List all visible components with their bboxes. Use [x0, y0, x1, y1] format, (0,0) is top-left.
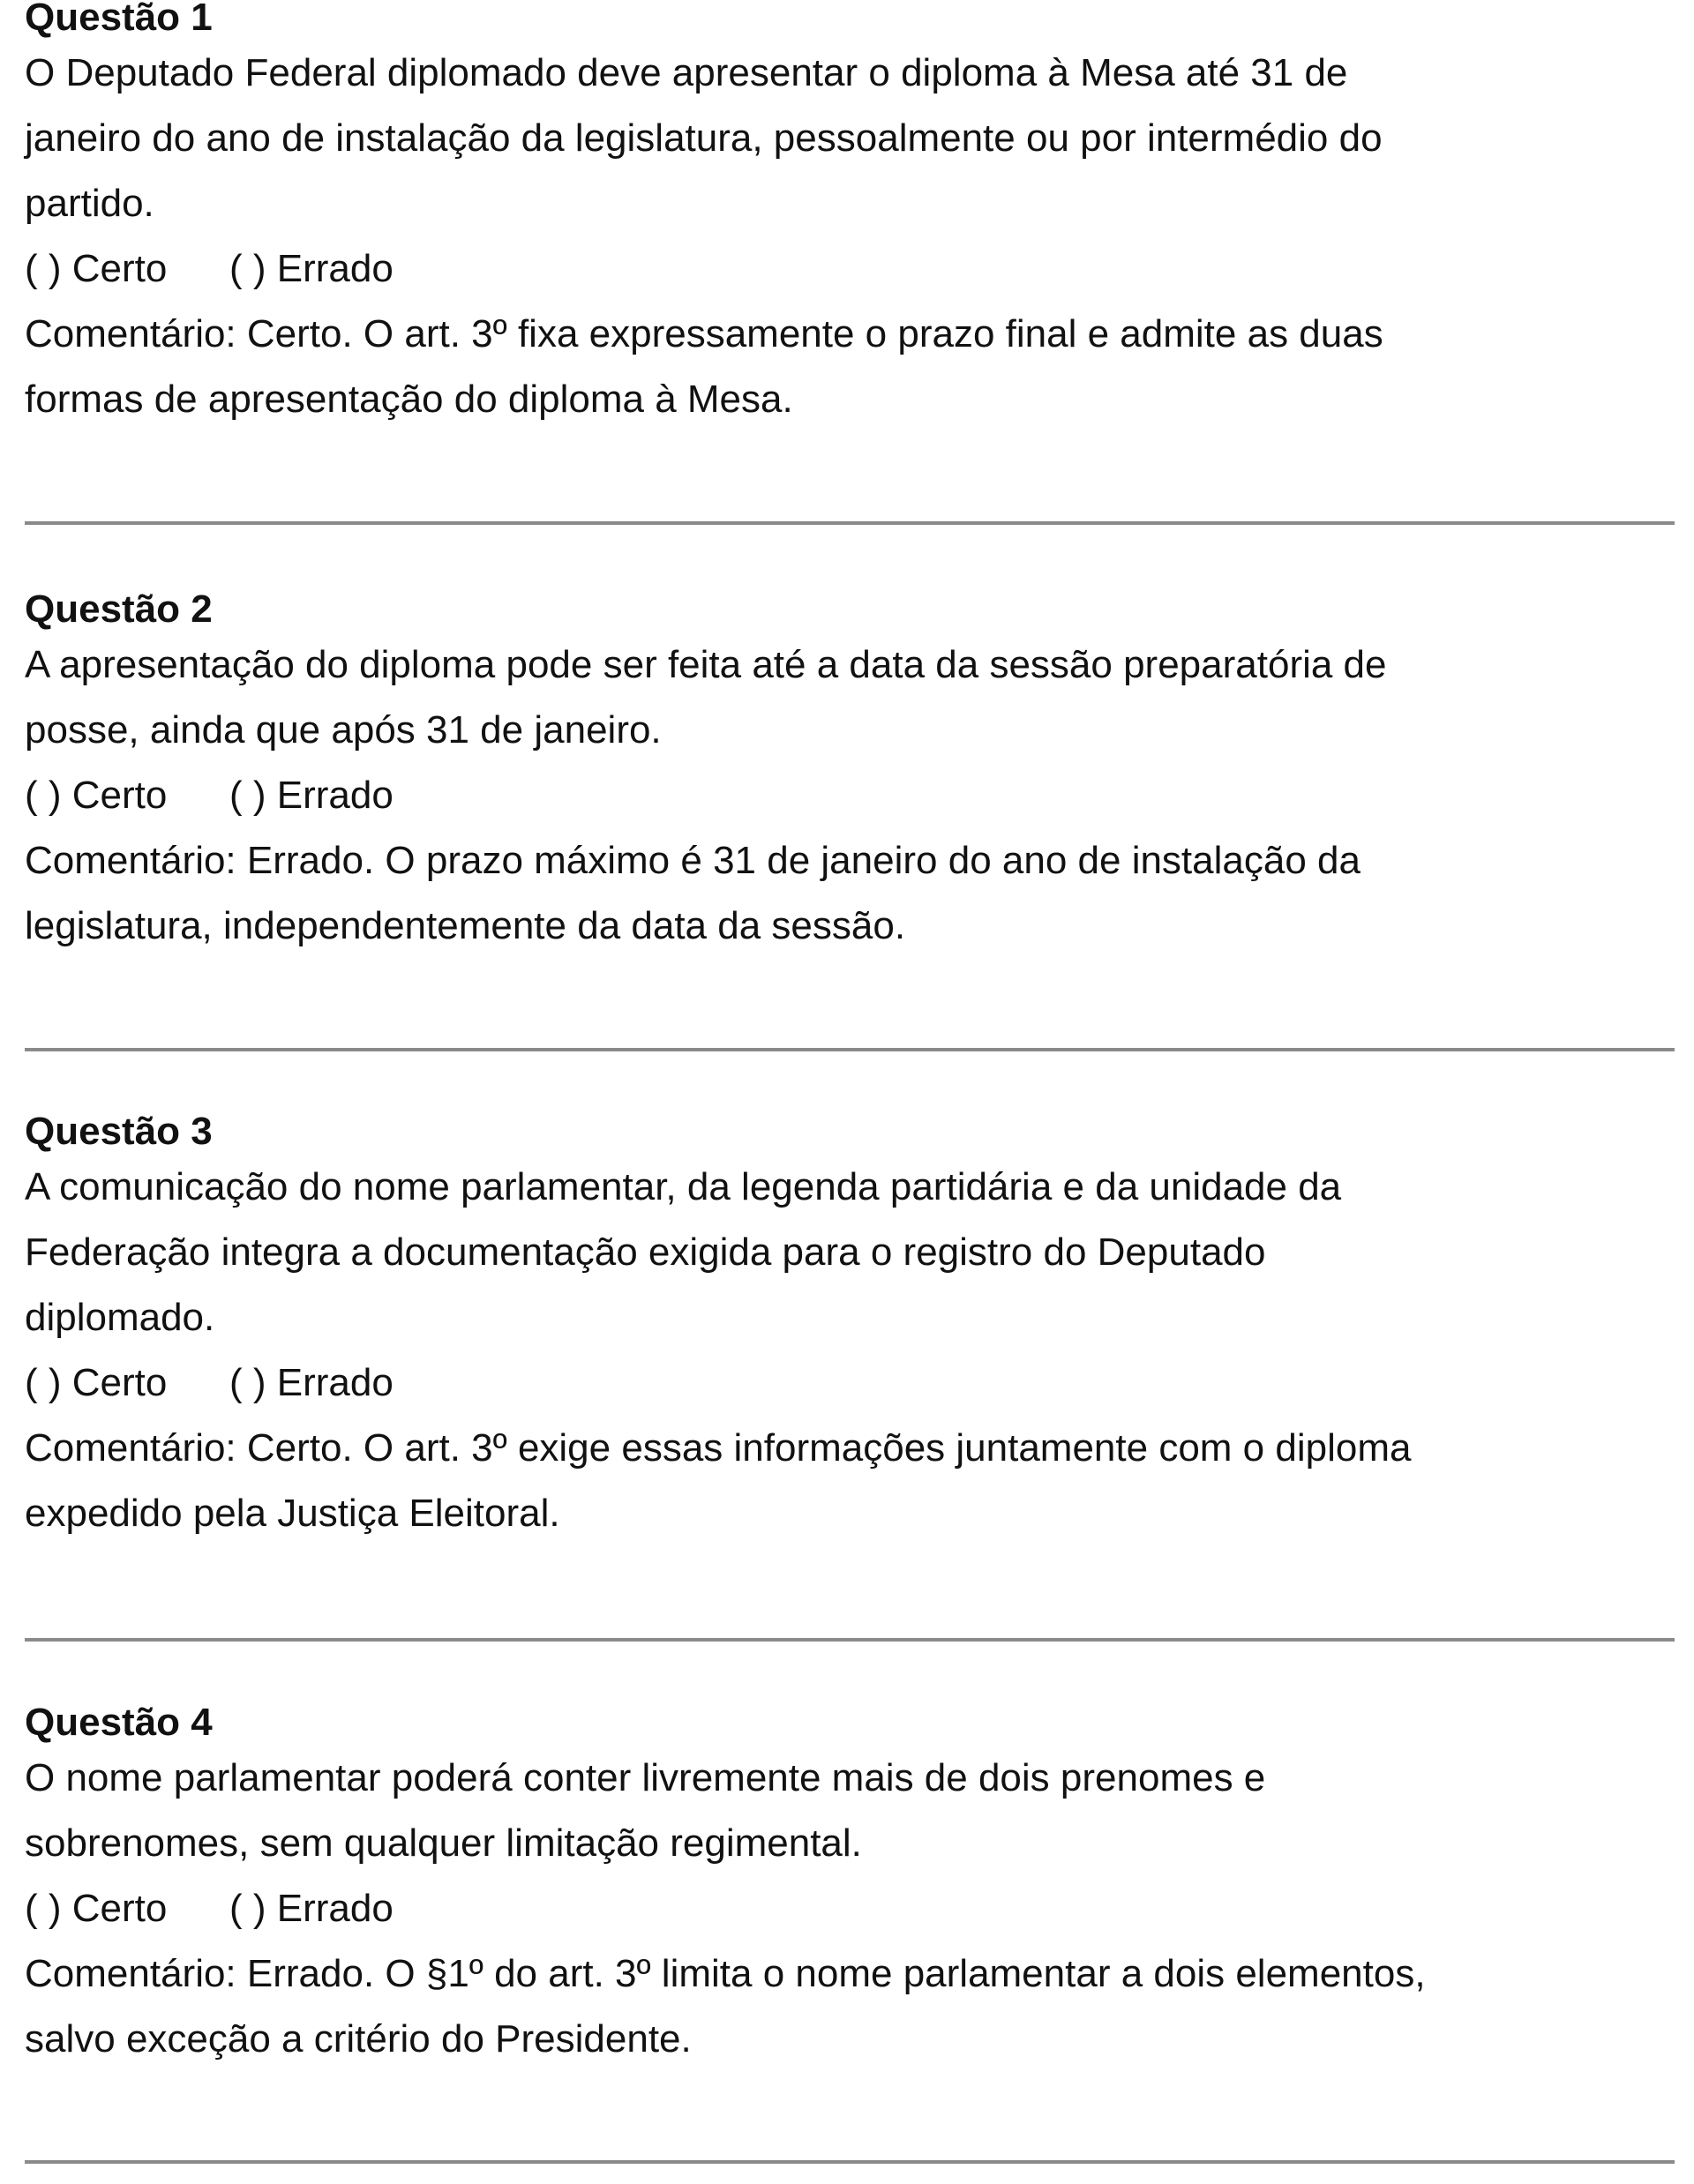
question-statement-line: O nome parlamentar poderá conter livremente mais de dois prenomes e — [25, 1756, 1266, 1799]
question-title: Questão 2 — [25, 587, 213, 631]
question-statement-line: sobrenomes, sem qualquer limitação regimental. — [25, 1821, 862, 1865]
question-title: Questão 4 — [25, 1701, 213, 1744]
comment-line: salvo exceção a critério do Presidente. — [25, 2017, 692, 2061]
section-divider — [25, 1048, 1675, 1051]
comment-line: Comentário: Certo. O art. 3º exige essas informações juntamente com o diploma — [25, 1426, 1412, 1470]
question-2 — [25, 587, 1675, 959]
comment-line: formas de apresentação do diploma à Mesa. — [25, 378, 793, 421]
comment-line: expedido pela Justiça Eleitoral. — [25, 1492, 560, 1535]
option-errado[interactable]: ( ) Errado — [229, 1887, 394, 1930]
option-errado[interactable]: ( ) Errado — [229, 1361, 394, 1404]
question-statement-line: A comunicação do nome parlamentar, da legenda partidária e da unidade da — [25, 1165, 1342, 1208]
option-errado[interactable]: ( ) Errado — [229, 247, 394, 290]
option-certo[interactable]: ( ) Certo — [25, 247, 168, 290]
answer-options — [25, 763, 1675, 828]
answer-options — [25, 1350, 1675, 1416]
question-statement-line: partido. — [25, 182, 154, 225]
option-certo[interactable]: ( ) Certo — [25, 774, 168, 817]
question-statement-line: Federação integra a documentação exigida para o registro do Deputado — [25, 1230, 1266, 1274]
section-divider — [25, 2160, 1675, 2164]
question-4 — [25, 1700, 1675, 2072]
answer-options — [25, 236, 1675, 302]
question-1 — [25, 0, 1675, 432]
section-divider — [25, 521, 1675, 525]
comment-line: Comentário: Certo. O art. 3º fixa expressamente o prazo final e admite as duas — [25, 312, 1383, 355]
question-statement-line: diplomado. — [25, 1296, 215, 1339]
option-certo[interactable]: ( ) Certo — [25, 1887, 168, 1930]
question-statement-line: janeiro do ano de instalação da legislatura, pessoalmente ou por intermédio do — [25, 116, 1383, 160]
option-errado[interactable]: ( ) Errado — [229, 774, 394, 817]
answer-options — [25, 1876, 1675, 1941]
comment-line: Comentário: Errado. O §1º do art. 3º limita o nome parlamentar a dois elementos, — [25, 1952, 1426, 1995]
comment-line: legislatura, independentemente da data da sessão. — [25, 904, 906, 947]
question-3 — [25, 1109, 1675, 1546]
question-statement-line: posse, ainda que após 31 de janeiro. — [25, 708, 662, 752]
question-statement-line: A apresentação do diploma pode ser feita até a data da sessão preparatória de — [25, 643, 1387, 686]
question-title: Questão 1 — [25, 0, 213, 39]
section-divider — [25, 1638, 1675, 1642]
question-title: Questão 3 — [25, 1110, 213, 1153]
question-statement-line: O Deputado Federal diplomado deve apresentar o diploma à Mesa até 31 de — [25, 51, 1348, 94]
comment-line: Comentário: Errado. O prazo máximo é 31 de janeiro do ano de instalação da — [25, 839, 1360, 882]
option-certo[interactable]: ( ) Certo — [25, 1361, 168, 1404]
